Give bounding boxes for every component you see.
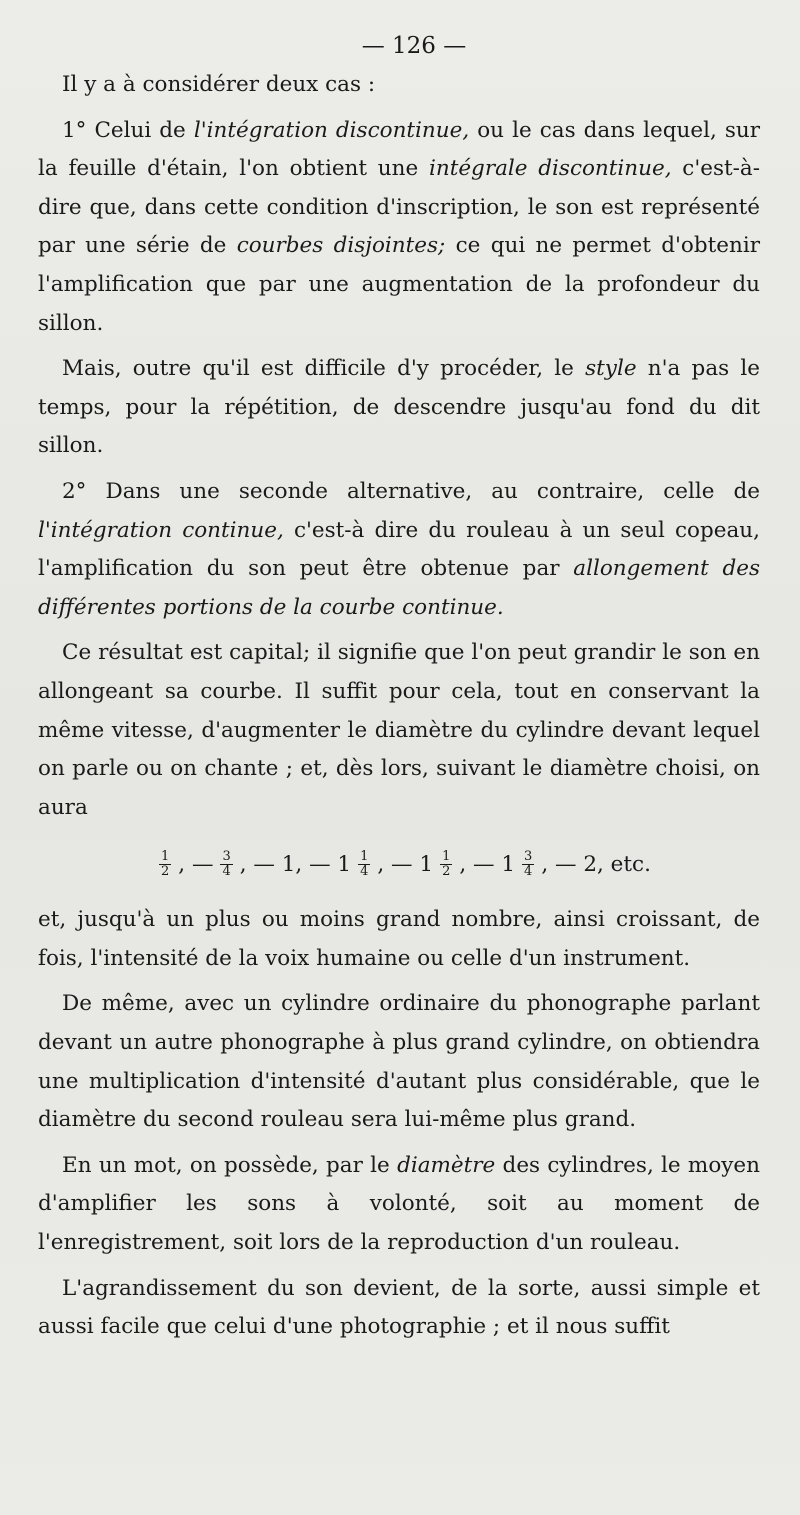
italic-run: courbes disjointes; <box>236 233 446 259</box>
fraction: $\frac{3}{4}$ <box>222 849 231 879</box>
formula-text: , — <box>178 851 214 877</box>
text-run: 1° Celui de <box>62 117 194 143</box>
paragraph <box>38 1147 760 1263</box>
italic-run: allongement des différentes portions de la courbe continue. <box>38 556 760 620</box>
text-run: De même, avec un cylindre ordinaire du phonographe parlant devant un autre phonographe à plus grand cylindre, on obtiendra une multiplication d'intensité d'autant plus considérable, que le diamètre du second rouleau sera lui-même plus grand. <box>38 991 760 1133</box>
italic-run: l'intégration continue, <box>38 517 284 543</box>
paragraph <box>38 473 760 627</box>
italic-run: style <box>585 356 637 382</box>
italic-run: diamètre <box>397 1152 496 1178</box>
formula-text: , — 2, etc. <box>541 851 651 877</box>
text-run: Mais, outre qu'il est difficile d'y procéder, le <box>62 356 586 382</box>
paragraph <box>38 901 760 978</box>
paragraph <box>38 1270 760 1347</box>
text-run: L'agrandissement du son devient, de la sorte, aussi simple et aussi facile que celui d'une photographie ; et il nous suffit <box>38 1275 760 1340</box>
text-run: ce qui ne permet d'obtenir l'amplification que par une augmentation de la profondeur du sillon. <box>38 233 760 336</box>
text-run: et, jusqu'à un plus ou moins grand nombre, ainsi croissant, de fois, l'intensité de la voix humaine ou celle d'un instrument. <box>38 907 760 971</box>
page-number: — 126 — <box>361 33 467 59</box>
text-run: 2° Dans une seconde alternative, au contraire, celle de <box>62 478 760 504</box>
text-run: c'est-à dire du rouleau à un seul copeau, l'amplification du son peut être obtenue par <box>38 517 760 582</box>
paragraph <box>38 66 760 105</box>
paragraph <box>38 350 760 466</box>
fraction: $\frac{1}{2}$ <box>442 849 451 879</box>
paragraph <box>38 985 760 1139</box>
paragraph <box>38 634 760 827</box>
text-run: ou le cas dans lequel, sur la feuille d'étain, l'on obtient une <box>38 117 760 182</box>
text-run: Ce résultat est capital; il signifie que l'on peut grandir le son en allongeant sa courbe. Il suffit pour cela, tout en conservant la même vitesse, d'augmenter le diamètre du cylindre devant lequel on parle ou on chante ; et, dès lors, suivant le diamètre choisi, on aura <box>38 640 760 820</box>
text-run: En un mot, on possède, par le <box>62 1152 398 1178</box>
fraction-series <box>38 827 760 901</box>
italic-run: l'intégration discontinue, <box>193 117 470 143</box>
formula-text: , — 1, — 1 <box>239 851 352 877</box>
text-run: c'est-à-dire que, dans cette condition d'inscription, le son est représenté par une série de <box>38 156 761 259</box>
formula-text: , — 1 <box>459 851 516 877</box>
fraction: $\frac{3}{4}$ <box>524 849 533 879</box>
text-run: des cylindres, le moyen d'amplifier les sons à volonté, soit au moment de l'enregistrement, soit lors de la reproduction d'un rouleau. <box>38 1152 760 1256</box>
fraction: $\frac{1}{2}$ <box>161 849 170 879</box>
text-run: Il y a à considérer deux cas : <box>62 72 376 97</box>
body-text <box>38 66 760 1347</box>
fraction: $\frac{1}{4}$ <box>360 849 369 879</box>
text-run: n'a pas le temps, pour la répétition, de descendre jusqu'au fond du dit sillon. <box>38 356 760 459</box>
formula-text: , — 1 <box>377 851 434 877</box>
paragraph <box>38 112 760 344</box>
italic-run: intégrale discontinue, <box>428 156 672 182</box>
